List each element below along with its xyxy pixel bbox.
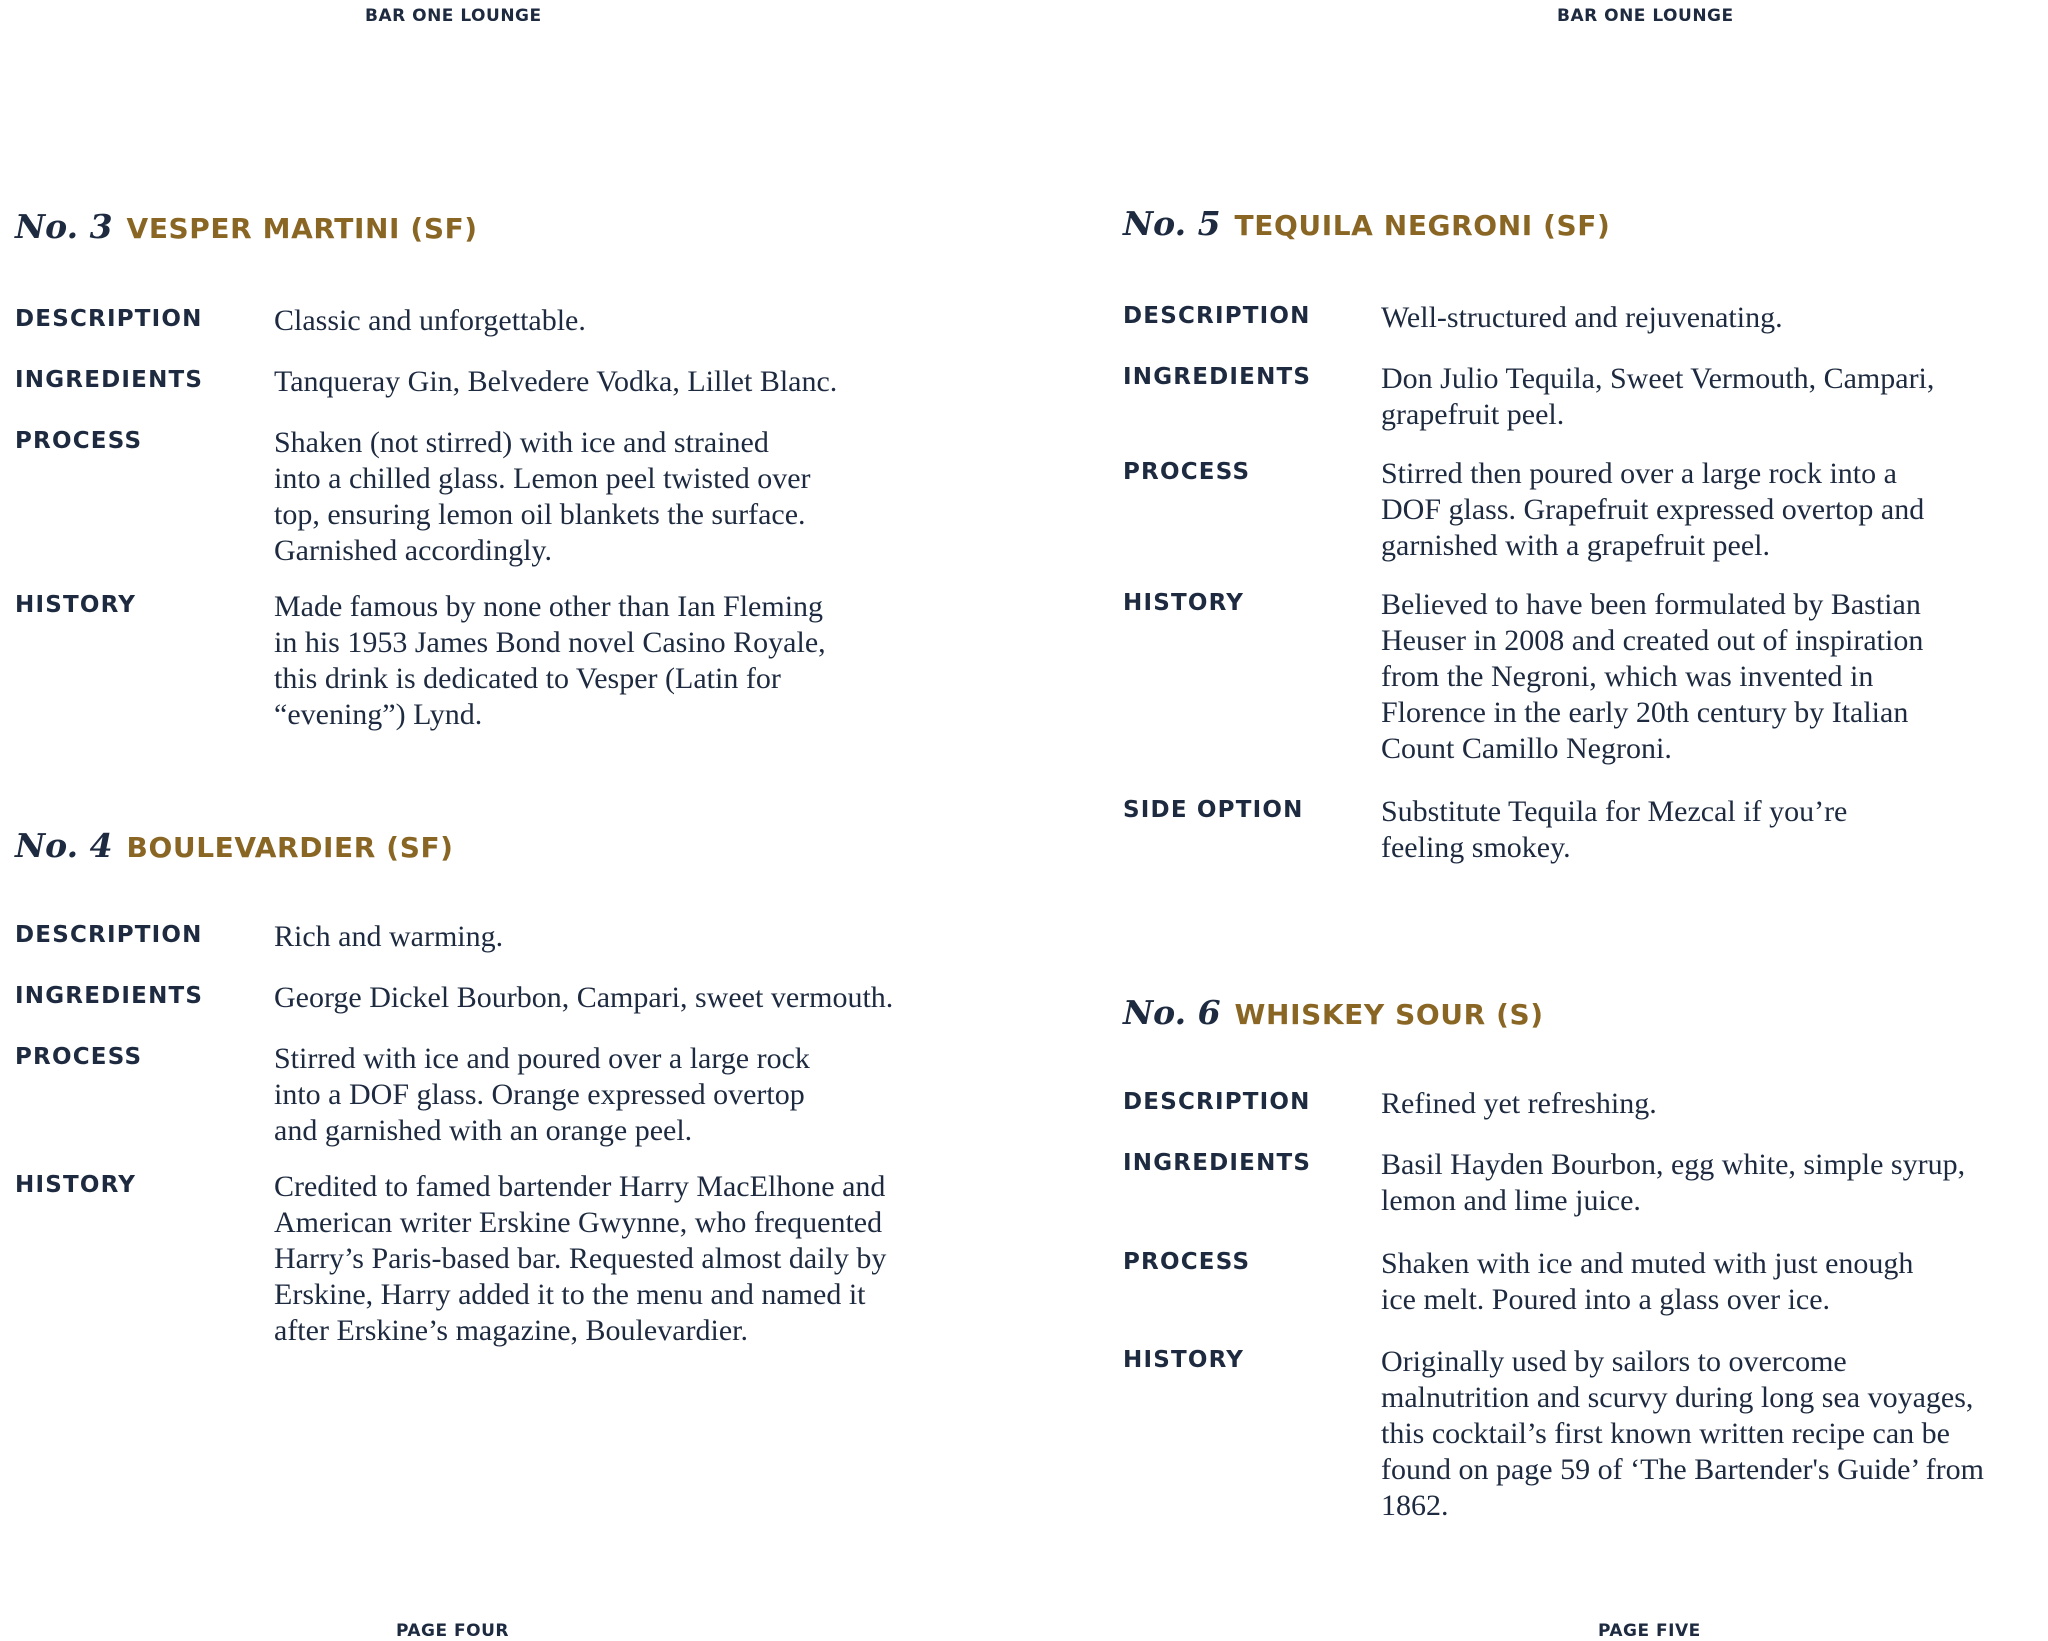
field-label: PROCESS xyxy=(1123,459,1251,485)
value-line: Heuser in 2008 and created out of inspiration xyxy=(1381,624,1924,657)
value-line: feeling smokey. xyxy=(1381,831,1571,864)
value-line: Well-structured and rejuvenating. xyxy=(1381,301,1783,334)
field-label: INGREDIENTS xyxy=(15,367,204,393)
field-value xyxy=(1381,794,1847,866)
page-five xyxy=(1100,0,2048,1641)
drink-name: VESPER MARTINI (SF) xyxy=(126,212,478,245)
field-value xyxy=(274,425,811,569)
value-line: Refined yet refreshing. xyxy=(1381,1087,1657,1120)
page-footer: PAGE FOUR xyxy=(396,1621,509,1641)
field-value xyxy=(274,919,503,955)
field-value xyxy=(1381,1344,1984,1524)
field-value xyxy=(1381,1086,1657,1122)
field-value xyxy=(274,364,837,400)
value-line: Shaken with ice and muted with just enough xyxy=(1381,1247,1914,1280)
value-line: Garnished accordingly. xyxy=(274,534,552,567)
value-line: lemon and lime juice. xyxy=(1381,1184,1641,1217)
drink-number: No. 4 xyxy=(15,826,113,865)
field-value xyxy=(274,1041,810,1149)
value-line: Believed to have been formulated by Bastian xyxy=(1381,588,1921,621)
field-label: DESCRIPTION xyxy=(1123,303,1311,329)
drink-title xyxy=(15,826,454,870)
field-label: DESCRIPTION xyxy=(15,306,203,332)
page-footer: PAGE FIVE xyxy=(1598,1621,1701,1641)
value-line: George Dickel Bourbon, Campari, sweet vermouth. xyxy=(274,981,894,1014)
field-value xyxy=(274,303,586,339)
value-line: this cocktail’s first known written recipe can be xyxy=(1381,1417,1950,1450)
field-label: HISTORY xyxy=(1123,590,1245,616)
drink-name: TEQUILA NEGRONI (SF) xyxy=(1234,209,1611,242)
value-line: and garnished with an orange peel. xyxy=(274,1114,693,1147)
drink-name: WHISKEY SOUR (S) xyxy=(1234,998,1544,1031)
field-label: DESCRIPTION xyxy=(15,922,203,948)
field-value xyxy=(1381,1246,1913,1318)
field-label: PROCESS xyxy=(1123,1249,1251,1275)
value-line: Count Camillo Negroni. xyxy=(1381,732,1672,765)
field-value xyxy=(274,1169,886,1349)
field-value xyxy=(1381,1147,1965,1219)
value-line: Stirred then poured over a large rock into a xyxy=(1381,457,1897,490)
value-line: “evening”) Lynd. xyxy=(274,698,483,731)
value-line: Harry’s Paris-based bar. Requested almost daily by xyxy=(274,1242,887,1275)
value-line: Substitute Tequila for Mezcal if you’re xyxy=(1381,795,1848,828)
field-label: HISTORY xyxy=(15,592,137,618)
value-line: Made famous by none other than Ian Fleming xyxy=(274,590,824,623)
value-line: DOF glass. Grapefruit expressed overtop and xyxy=(1381,493,1925,526)
value-line: Don Julio Tequila, Sweet Vermouth, Campari, xyxy=(1381,362,1935,395)
value-line: garnished with a grapefruit peel. xyxy=(1381,529,1771,562)
field-label: PROCESS xyxy=(15,1044,143,1070)
value-line: Originally used by sailors to overcome xyxy=(1381,1345,1847,1378)
value-line: into a DOF glass. Orange expressed overtop xyxy=(274,1078,805,1111)
value-line: top, ensuring lemon oil blankets the surface. xyxy=(274,498,806,531)
value-line: in his 1953 James Bond novel Casino Royale, xyxy=(274,626,826,659)
field-label: INGREDIENTS xyxy=(1123,1150,1312,1176)
drink-title xyxy=(1123,204,1610,248)
page-header: BAR ONE LOUNGE xyxy=(365,6,542,26)
value-line: Rich and warming. xyxy=(274,920,504,953)
value-line: malnutrition and scurvy during long sea voyages, xyxy=(1381,1381,1974,1414)
drink-title xyxy=(15,207,478,251)
value-line: ice melt. Poured into a glass over ice. xyxy=(1381,1283,1831,1316)
field-label: HISTORY xyxy=(15,1172,137,1198)
drink-title xyxy=(1123,993,1544,1037)
field-value xyxy=(1381,300,1783,336)
value-line: Classic and unforgettable. xyxy=(274,304,586,337)
page-header: BAR ONE LOUNGE xyxy=(1557,6,1734,26)
value-line: Stirred with ice and poured over a large rock xyxy=(274,1042,810,1075)
value-line: this drink is dedicated to Vesper (Latin for xyxy=(274,662,781,695)
field-value xyxy=(1381,456,1924,564)
value-line: Basil Hayden Bourbon, egg white, simple syrup, xyxy=(1381,1148,1966,1181)
field-value xyxy=(274,589,826,733)
field-label: PROCESS xyxy=(15,428,143,454)
field-label: HISTORY xyxy=(1123,1347,1245,1373)
field-label: INGREDIENTS xyxy=(1123,364,1312,390)
value-line: from the Negroni, which was invented in xyxy=(1381,660,1874,693)
field-value xyxy=(1381,361,1934,433)
value-line: Tanqueray Gin, Belvedere Vodka, Lillet Blanc. xyxy=(274,365,838,398)
field-value xyxy=(1381,587,1923,767)
value-line: 1862. xyxy=(1381,1489,1449,1522)
value-line: grapefruit peel. xyxy=(1381,398,1565,431)
field-value xyxy=(274,980,893,1016)
value-line: after Erskine’s magazine, Boulevardier. xyxy=(274,1314,748,1347)
value-line: Erskine, Harry added it to the menu and named it xyxy=(274,1278,866,1311)
value-line: into a chilled glass. Lemon peel twisted over xyxy=(274,462,811,495)
value-line: Florence in the early 20th century by Italian xyxy=(1381,696,1909,729)
drink-name: BOULEVARDIER (SF) xyxy=(126,831,454,864)
drink-number: No. 3 xyxy=(15,207,113,246)
drink-number: No. 5 xyxy=(1123,204,1221,243)
value-line: found on page 59 of ‘The Bartender's Guide’ from xyxy=(1381,1453,1984,1486)
field-label: INGREDIENTS xyxy=(15,983,204,1009)
value-line: Shaken (not stirred) with ice and strained xyxy=(274,426,769,459)
value-line: Credited to famed bartender Harry MacElhone and xyxy=(274,1170,886,1203)
drink-number: No. 6 xyxy=(1123,993,1221,1032)
field-label: DESCRIPTION xyxy=(1123,1089,1311,1115)
value-line: American writer Erskine Gwynne, who frequented xyxy=(274,1206,883,1239)
field-label: SIDE OPTION xyxy=(1123,797,1304,823)
